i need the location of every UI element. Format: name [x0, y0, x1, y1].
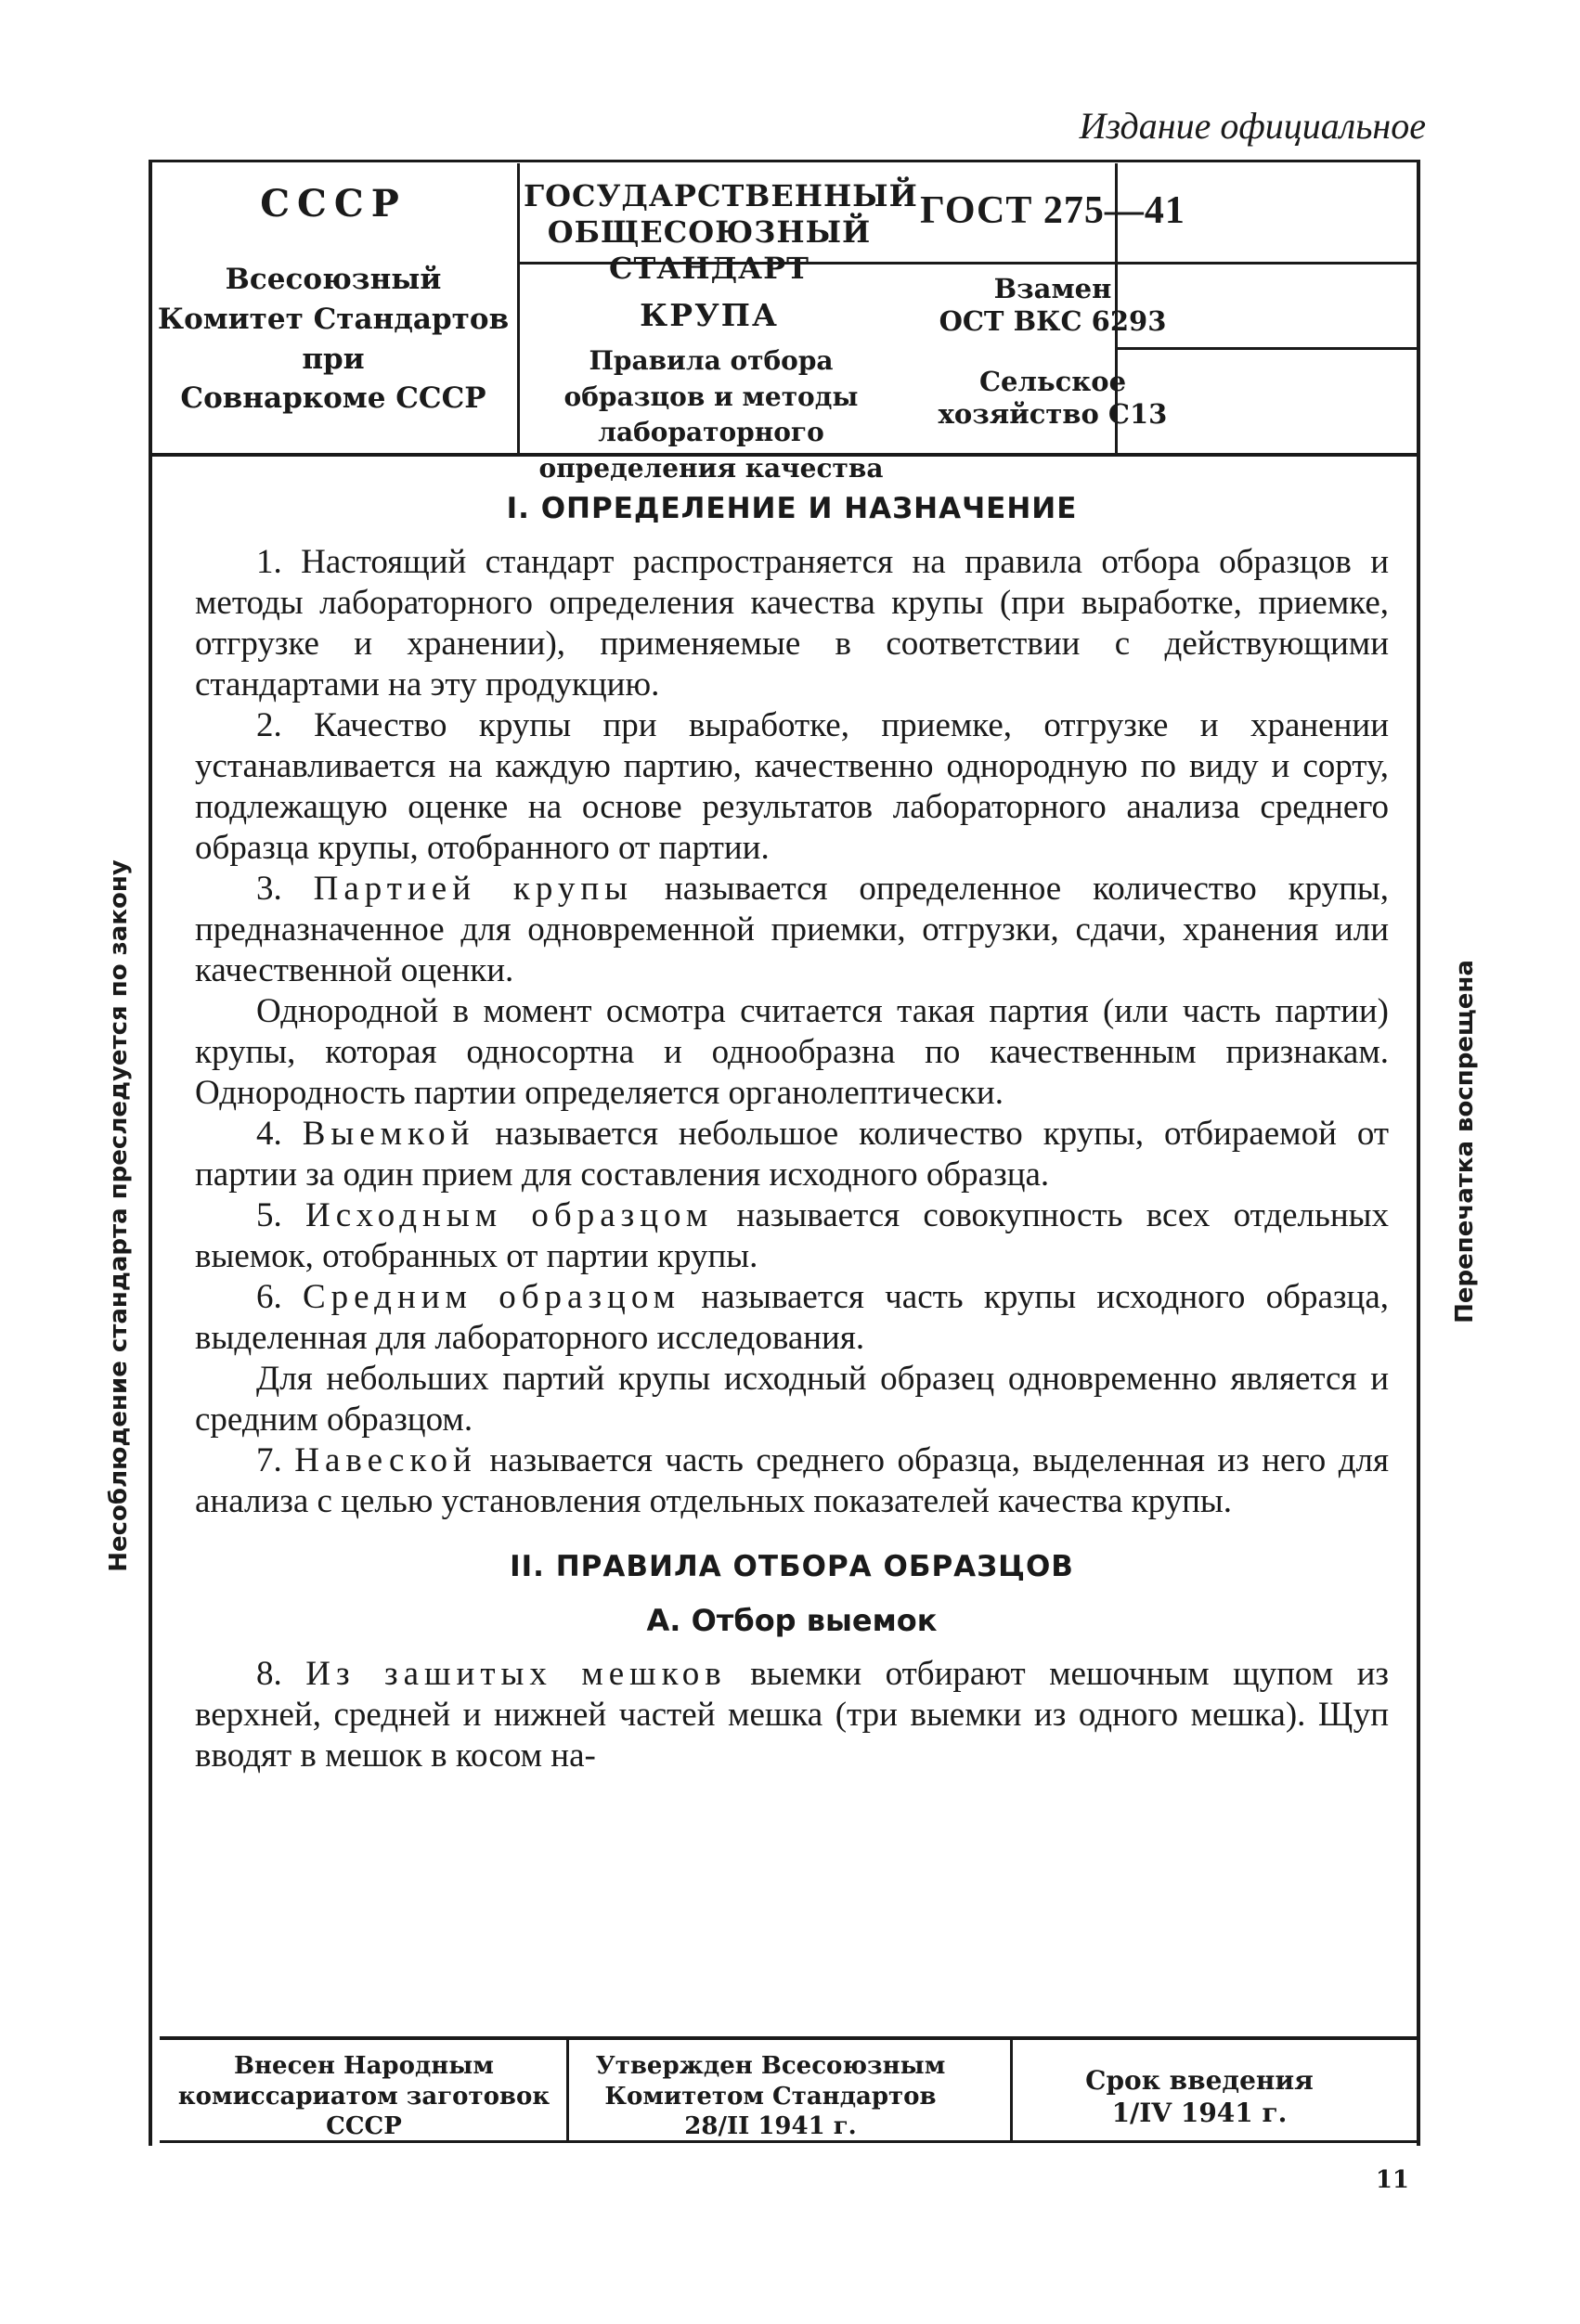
frame-left-line	[149, 160, 152, 2146]
frame-right-line	[1417, 160, 1420, 2146]
paragraph-3b: Однородной в момент осмотра считается такая партия (или часть партии) крупы, которая односортна и однообразна по качественным признакам. Однородность партии определяется органолептически.	[195, 992, 1389, 1112]
approved-by: Утвержден Всесоюзным Комитетом Стандартов 28/II 1941 г.	[595, 2052, 946, 2140]
header-table	[152, 160, 1417, 484]
term-weighed-portion: Навеской	[294, 1441, 477, 1479]
paragraph-2: 2. Качество крупы при выработке, приемке, отгрузке и хранении устанавливается на каждую партию, качественно однородную по виду и сорту, подлежащую оценке на основе результатов лабораторного анализа среднего образца крупы, отобранного от партии.	[195, 706, 1389, 867]
category-label: Сельское хозяйство С13	[938, 366, 1168, 431]
paragraph-6b: Для небольших партий крупы исходный образец одновременно является и средним образцом.	[195, 1360, 1389, 1439]
product-title: КРУПА	[640, 297, 779, 333]
paragraph-8: 8. Из зашитых мешков выемки отбирают мешочным щупом из верхней, средней и нижней частей мешка (три выемки из одного мешка). Щуп вводят в мешок в косом на-	[195, 1655, 1390, 1775]
right-side-note: Перепечатка воспрещена	[1451, 960, 1479, 1323]
section-2-subtitle: А. Отбор выемок	[646, 1603, 938, 1638]
footer-table	[160, 2038, 1422, 2140]
paragraph-5: 5. Исходным образцом называется совокупность всех отдельных выемок, отобранных от партии крупы.	[195, 1196, 1390, 1275]
effective-date: Срок введения 1/IV 1941 г.	[1085, 2065, 1314, 2128]
term-initial-sample: Исходным образцом	[305, 1196, 714, 1234]
term-sample-take: Выемкой	[302, 1115, 475, 1153]
section-2-title: II. ПРАВИЛА ОТБОРА ОБРАЗЦОВ	[510, 1550, 1074, 1583]
document-body	[195, 488, 1389, 1776]
committee-label: Всесоюзный Комитет Стандартов при Совнаркоме СССР	[157, 263, 510, 416]
term-party: Партией крупы	[313, 870, 634, 908]
term-average-sample: Средним образцом	[303, 1278, 681, 1316]
gost-number: ГОСТ 275—41	[920, 189, 1185, 232]
page-number: 11	[1375, 2166, 1409, 2194]
country-label: СССР	[260, 182, 407, 226]
introduced-by: Внесен Народным комиссариатом заготовок СССР	[177, 2052, 550, 2140]
edition-label: Издание официальное	[1079, 105, 1426, 147]
replaces-label: Взамен ОСТ ВКС 6293	[939, 273, 1167, 338]
standard-type-label: ГОСУДАРСТВЕННЫЙ ОБЩЕСОЮЗНЫЙ СТАНДАРТ	[524, 178, 918, 287]
paragraph-1: 1. Настоящий стандарт распространяется на правила отбора образцов и методы лабораторного определения качества крупы (при выработке, приемке, отгрузке и хранении), применяемые в соответствии с действующими стандартами на эту продукцию.	[195, 543, 1389, 704]
term-sewn-bags: Из зашитых мешков	[305, 1655, 727, 1693]
paragraph-7: 7. Навеской называется часть среднего образца, выделенная из него для анализа с целью установления отдельных показателей качества крупы.	[195, 1441, 1390, 1520]
section-1-title: I. ОПРЕДЕЛЕНИЕ И НАЗНАЧЕНИЕ	[506, 492, 1078, 525]
paragraph-6: 6. Средним образцом называется часть крупы исходного образца, выделенная для лабораторного исследования.	[195, 1278, 1390, 1357]
left-side-note: Несоблюдение стандарта преследуется по закону	[105, 859, 133, 1572]
subject-label: Правила отбора образцов и методы лабораторного определения качества	[538, 345, 884, 484]
paragraph-3: 3. Партией крупы называется определенное количество крупы, предназначенное для одновременной приемки, отгрузки, сдачи, хранения или качественной оценки.	[195, 870, 1390, 989]
paragraph-4: 4. Выемкой называется небольшое количество крупы, отбираемой от партии за один прием для составления исходного образца.	[195, 1115, 1390, 1194]
